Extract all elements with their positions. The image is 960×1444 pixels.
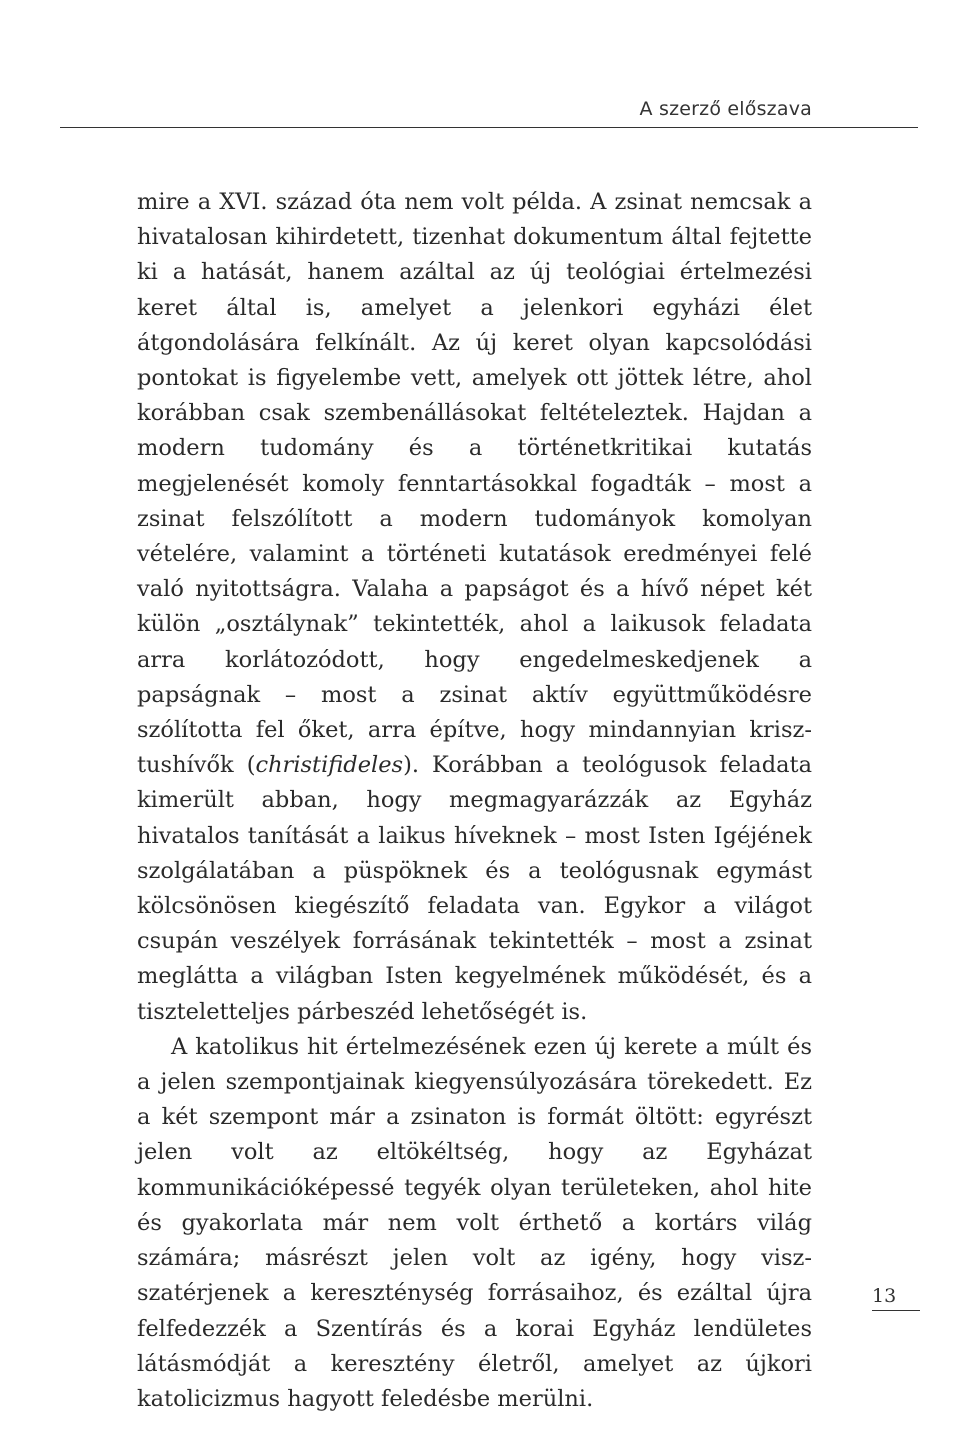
body-text — [137, 185, 812, 1417]
page-number: 13 — [872, 1285, 897, 1307]
paragraph-2: A katolikus hit értelmezésének ezen új kerete a múlt és a jelen szempontjainak kiegyensúlyozására törekedett. Ez a két szempont már a zsinaton is formát öltött: egyrészt jelen volt az eltökéltség, hogy az Egyházat kommunikációképessé tegyék olyan területeken, ahol hite és gyakorlata már nem volt érthető a kortárs világ számára; másrészt jelen volt az igény, hogy viszszatérjenek a kereszténység forrásaihoz, és ezáltal újra felfedezzék a Szentírás és a korai Egyház lendületes látásmódját a keresztény életről, amelyet az újkori katolicizmus hagyott feledésbe merülni. — [137, 1033, 812, 1412]
paragraph-1-part-b: ). Korábban a teológusok feladata kimerült abban, hogy megmagyarázzák az Egyház hivatalos tanítását a laikus híveknek – most Isten Igéjének szolgálatában a püspöknek és a teológusnak egymást kölcsönösen kiegészítő feladata van. Egykor a világot csupán veszélyek forrásának tekintették – most a zsinat meglátta a világban Isten kegyelmének működését, és a tiszteletteljes párbeszéd lehetőségét is. — [137, 752, 812, 1025]
paragraph-1 — [137, 185, 812, 1030]
paragraph-1-part-a: mire a XVI. század óta nem volt példa. A zsinat nemcsak a hivatalosan kihirdetett, tizenhat dokumentum által fejtette ki a hatását, hanem azáltal az új teológiai értelmezési keret által is, amelyet a jelenkori egyházi élet átgondolására felkínált. Az új keret olyan kapcsolódási pontokat is figyelembe vett, amelyek ott jöttek létre, ahol korábban csak szembenállásokat feltételeztek. Hajdan a modern tudomány és a történetkritikai kutatás megjelenését komoly fenntartásokkal fogadták – most a zsinat felszólított a modern tudományok komolyan vételére, valamint a történeti kutatások eredményei felé való nyitottságra. Valaha a papságot és a hívő népet két külön „osztálynak” tekintették, ahol a laikusok feladata arra korlátozódott, hogy engedelmeskedjenek a papságnak – most a zsinat aktív együttműködésre szólította fel őket, arra építve, hogy mindannyian krisztushívők ( — [137, 189, 812, 779]
paragraph-1-italic-term: christifideles — [255, 752, 404, 779]
page-number-rule — [872, 1310, 920, 1311]
header-rule — [60, 127, 918, 128]
running-title: A szerző előszava — [639, 98, 812, 120]
